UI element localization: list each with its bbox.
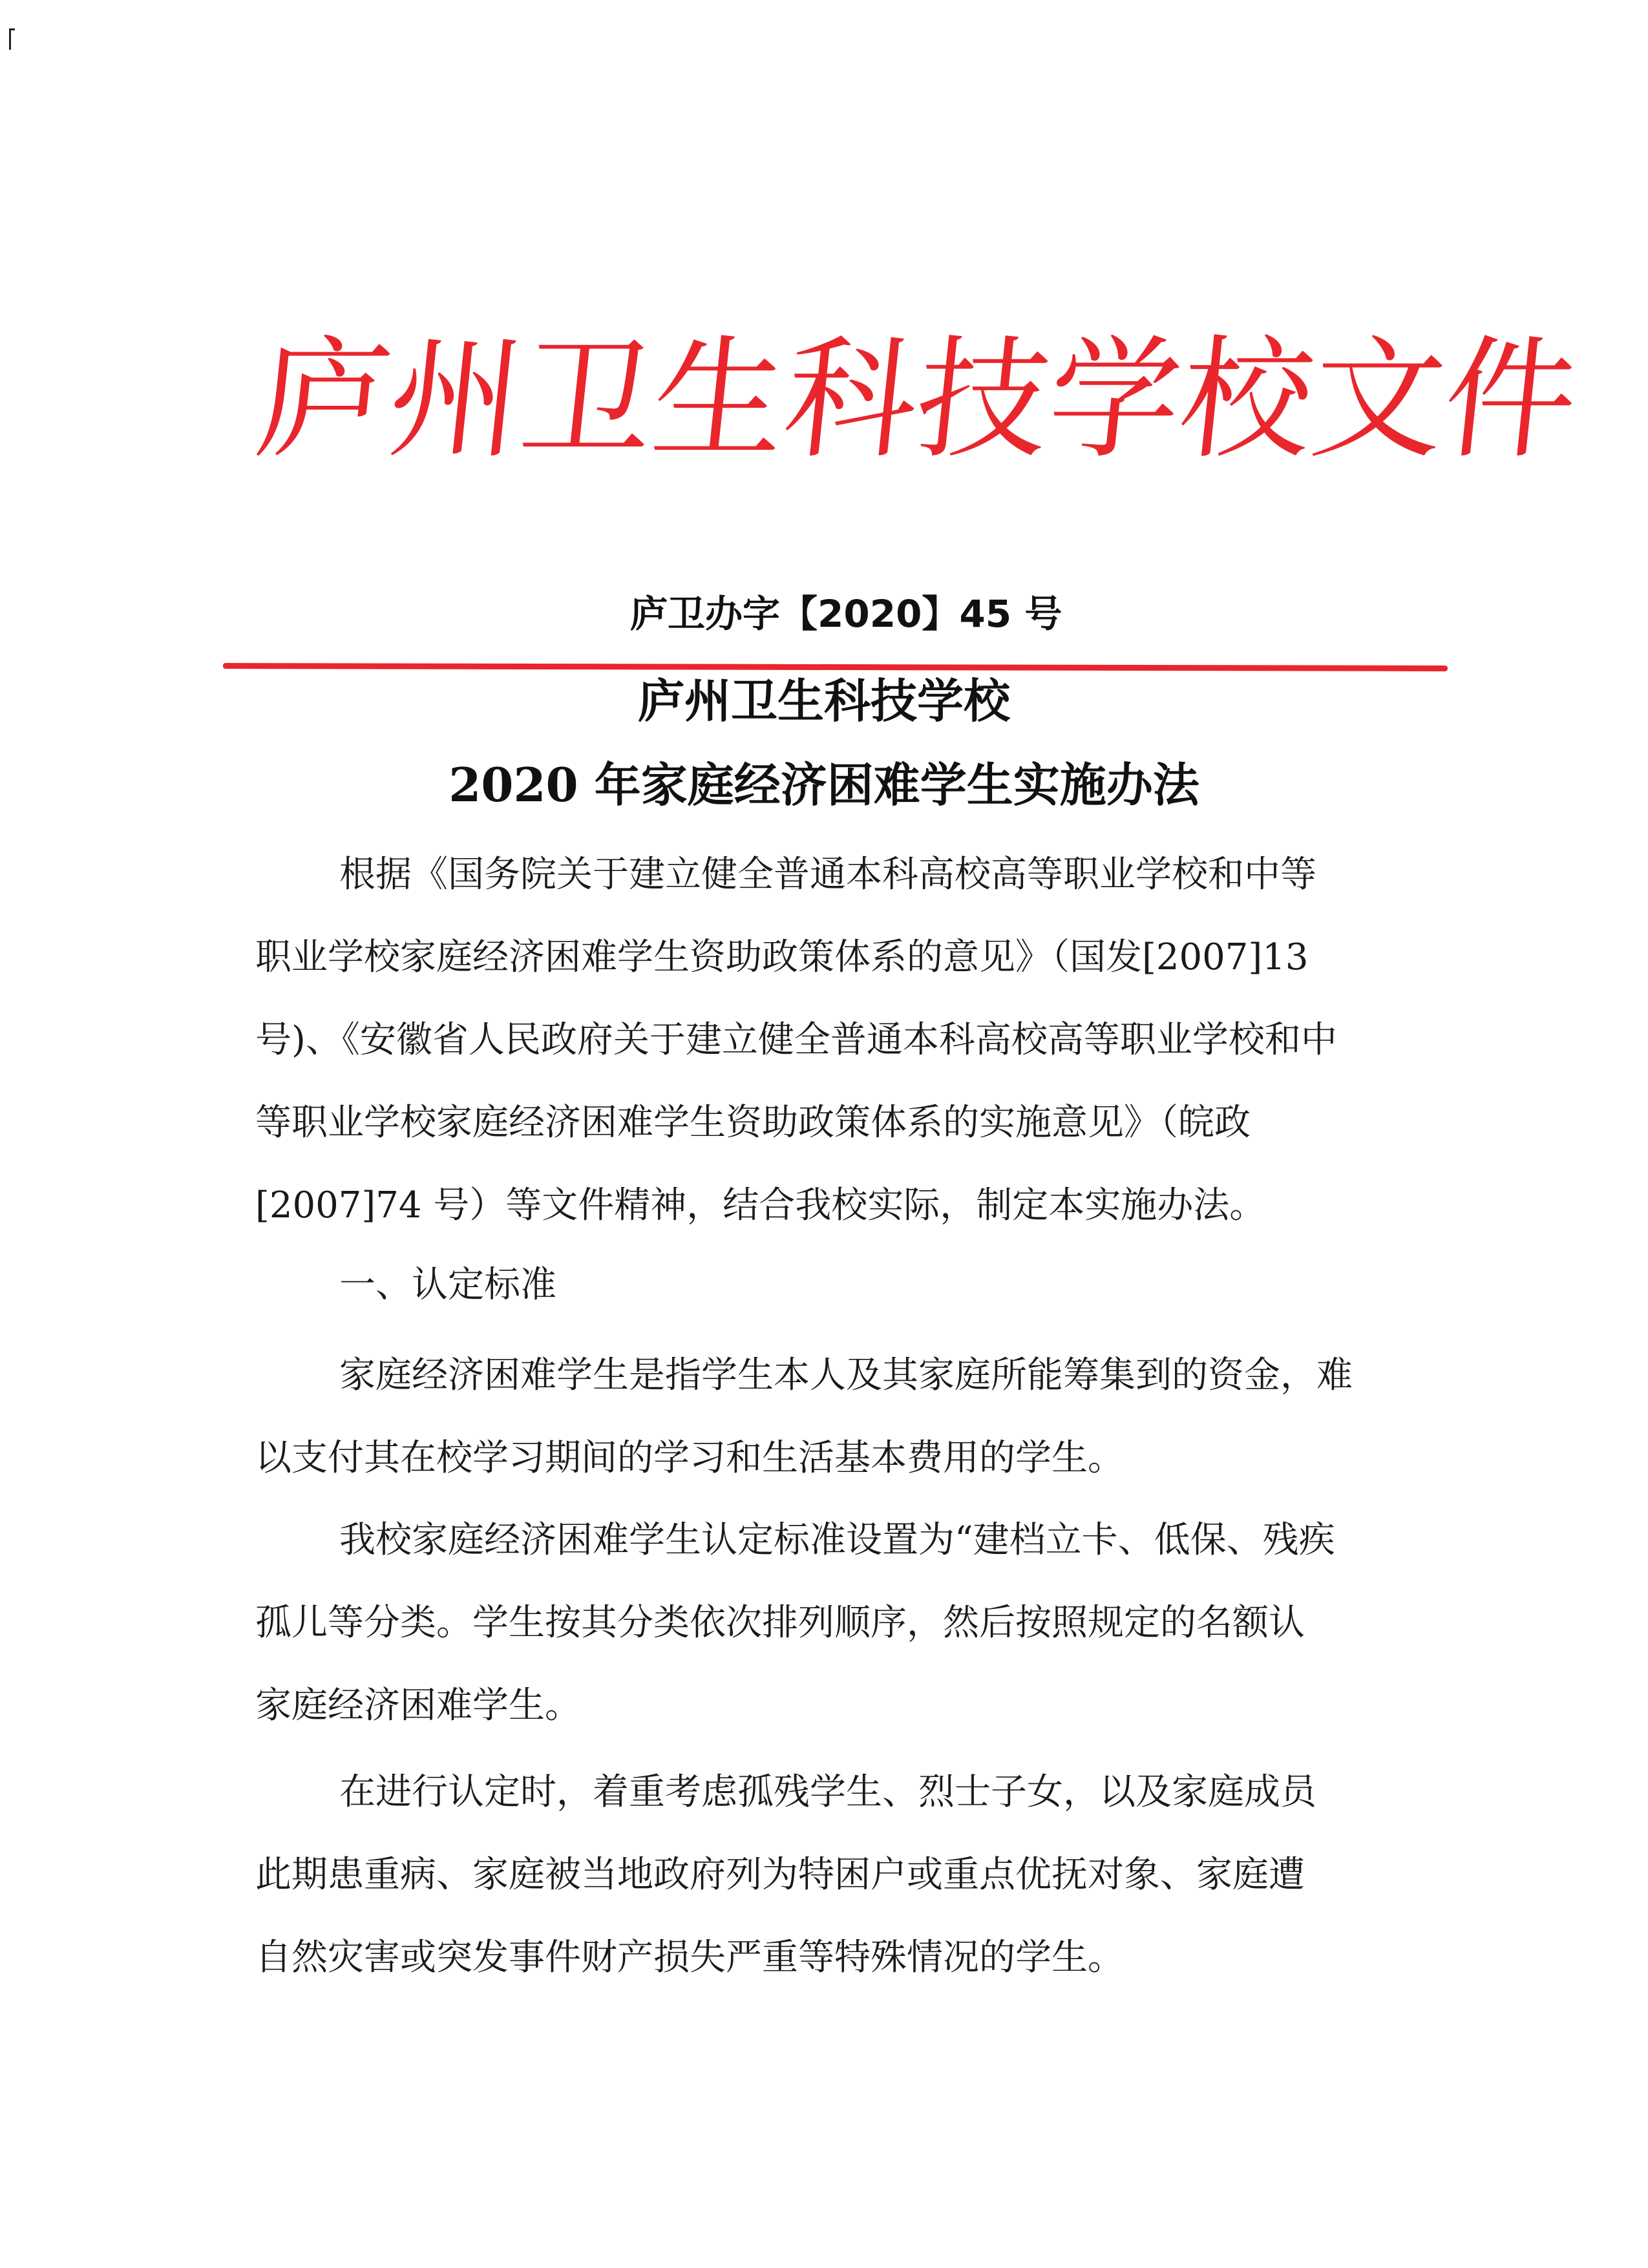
paragraph-line: 自然灾害或突发事件财产损失严重等特殊情况的学生。 [255,1937,1124,1979]
body-paragraph-3 [255,1499,1412,1747]
paragraph-line: 家庭经济困难学生是指学生本人及其家庭所能筹集到的资金，难 [339,1354,1353,1396]
paragraph-line: 家庭经济困难学生。 [255,1685,581,1727]
paragraph-line: 职业学校家庭经济困难学生资助政策体系的意见》（国发[2007]13 [255,936,1309,978]
paragraph-line: [2007]74 号）等文件精神，结合我校实际，制定本实施办法。 [255,1184,1266,1226]
paragraph-line: 根据《国务院关于建立健全普通本科高校高等职业学校和中等 [339,854,1316,896]
scan-corner-mark [9,28,15,50]
paragraph-line: 在进行认定时，着重考虑孤残学生、烈士子女，以及家庭成员 [339,1771,1316,1813]
paragraph-line: 此期患重病、家庭被当地政府列为特困户或重点优抚对象、家庭遭 [255,1854,1305,1896]
document-title-line-2: 2020 年家庭经济困难学生实施办法 [449,757,1199,812]
body-paragraph-2 [255,1334,1412,1500]
body-paragraph-1 [255,834,1412,1247]
paragraph-line: 等职业学校家庭经济困难学生资助政策体系的实施意见》（皖政 [255,1102,1251,1144]
section-heading-criteria [255,1244,1412,1327]
paragraph-line: 孤儿等分类。学生按其分类依次排列顺序，然后按照规定的名额认 [255,1602,1305,1644]
document-title-line-1: 庐州卫生科技学校 [637,673,1010,728]
paragraph-line: 我校家庭经济困难学生认定标准设置为“建档立卡、低保、残疾 [339,1519,1335,1561]
letterhead-title: 庐州卫生科技学校文件 [249,324,1585,477]
section-heading-text: 一、认定标准 [339,1264,556,1306]
paragraph-line: 号)、《安徽省人民政府关于建立健全普通本科高校高等职业学校和中 [255,1019,1337,1061]
paragraph-line: 以支付其在校学习期间的学习和生活基本费用的学生。 [255,1437,1124,1479]
body-paragraph-4 [255,1751,1412,1999]
document-number: 庐卫办字【2020】45 号 [630,592,1062,636]
